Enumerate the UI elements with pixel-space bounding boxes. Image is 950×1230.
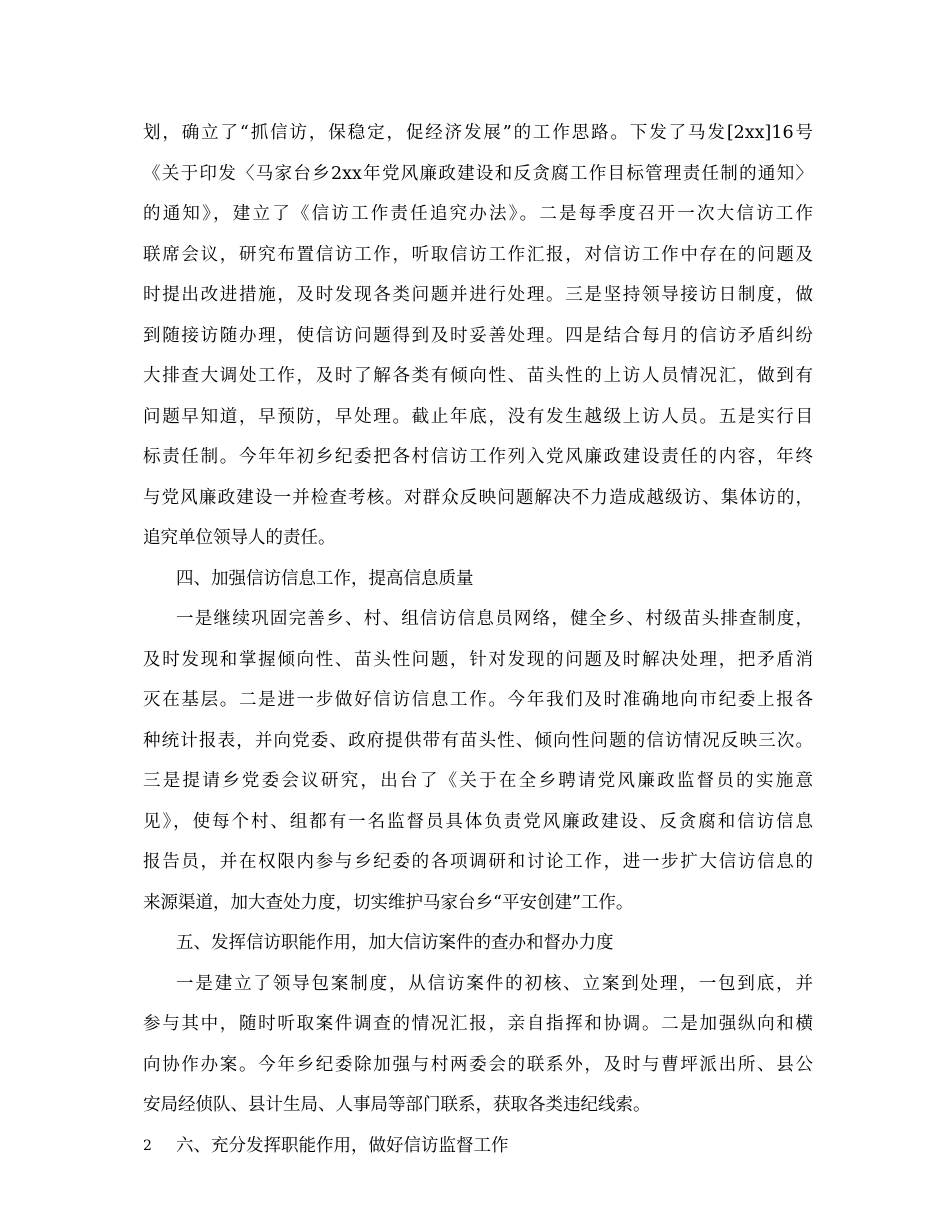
text-line: 四、加强信访信息工作，提高信息质量: [176, 568, 474, 589]
text-line: 联席会议，研究布置信访工作，听取信访工作汇报，对信访工作中存在的问题及: [143, 244, 813, 265]
text-line: 来源渠道，加大查处力度，切实维护马家台乡“平安创建”工作。: [143, 892, 634, 913]
text-line: 追究单位领导人的责任。: [143, 528, 336, 548]
text-line: 及时发现和掌握倾向性、苗头性问题，针对发现的问题及时解决处理，把矛盾消: [143, 649, 813, 670]
text-line: 灭在基层。二是进一步做好信访信息工作。今年我们及时准确地向市纪委上报各: [143, 690, 813, 710]
document-body: [143, 113, 813, 1166]
text-line: 《关于印发〈马家台乡2xx年党风廉政建设和反贪腐工作目标管理责任制的通知〉: [143, 163, 813, 184]
text-line: 种统计报表，并向党委、政府提供带有苗头性、倾向性问题的信访情况反映三次。: [143, 730, 813, 751]
text-line: 六、充分发挥职能作用，做好信访监督工作: [176, 1135, 509, 1156]
text-line: 与党风廉政建设一并检查考核。对群众反映问题解决不力造成越级访、集体访的，: [143, 487, 813, 508]
text-line: 一是建立了领导包案制度，从信访案件的初核、立案到处理，一包到底，并: [176, 973, 813, 994]
text-line: 的通知》，建立了《信访工作责任追究办法》。二是每季度召开一次大信访工作: [143, 204, 813, 224]
text-line: 三是提请乡党委会议研究，出台了《关于在全乡聘请党风廉政监督员的实施意: [143, 771, 813, 791]
text-line: 标责任制。今年年初乡纪委把各村信访工作列入党风廉政建设责任的内容，年终: [143, 447, 813, 467]
text-line: 见》，使每个村、组都有一名监督员具体负责党风廉政建设、反贪腐和信访信息: [143, 811, 813, 832]
text-line: 问题早知道，早预防，早处理。截止年底，没有发生越级上访人员。五是实行目: [143, 406, 813, 427]
text-line: 安局经侦队、县计生局、人事局等部门联系，获取各类违纪线索。: [143, 1095, 651, 1115]
text-line: 向协作办案。今年乡纪委除加强与村两委会的联系外，及时与曹坪派出所、县公: [143, 1054, 813, 1075]
text-line: 划，确立了“抓信访，保稳定，促经济发展”的工作思路。下发了马发[2xx]16号: [143, 123, 813, 143]
text-line: 一是继续巩固完善乡、村、组信访信息员网络，健全乡、村级苗头排查制度，: [176, 609, 813, 629]
text-line: 五、发挥信访职能作用，加大信访案件的查办和督办力度: [176, 933, 614, 953]
text-line: 参与其中，随时听取案件调查的情况汇报，亲自指挥和协调。二是加强纵向和横: [143, 1014, 813, 1034]
text-line: 大排查大调处工作，及时了解各类有倾向性、苗头性的上访人员情况汇，做到有: [143, 366, 813, 386]
text-line: 报告员，并在权限内参与乡纪委的各项调研和讨论工作，进一步扩大信访信息的: [143, 852, 813, 872]
text-line: 到随接访随办理，使信访问题得到及时妥善处理。四是结合每月的信访矛盾纠纷: [143, 325, 813, 346]
text-line: 时提出改进措施，及时发现各类问题并进行处理。三是坚持领导接访日制度，做: [143, 285, 813, 305]
page-number: 2: [143, 1138, 152, 1154]
